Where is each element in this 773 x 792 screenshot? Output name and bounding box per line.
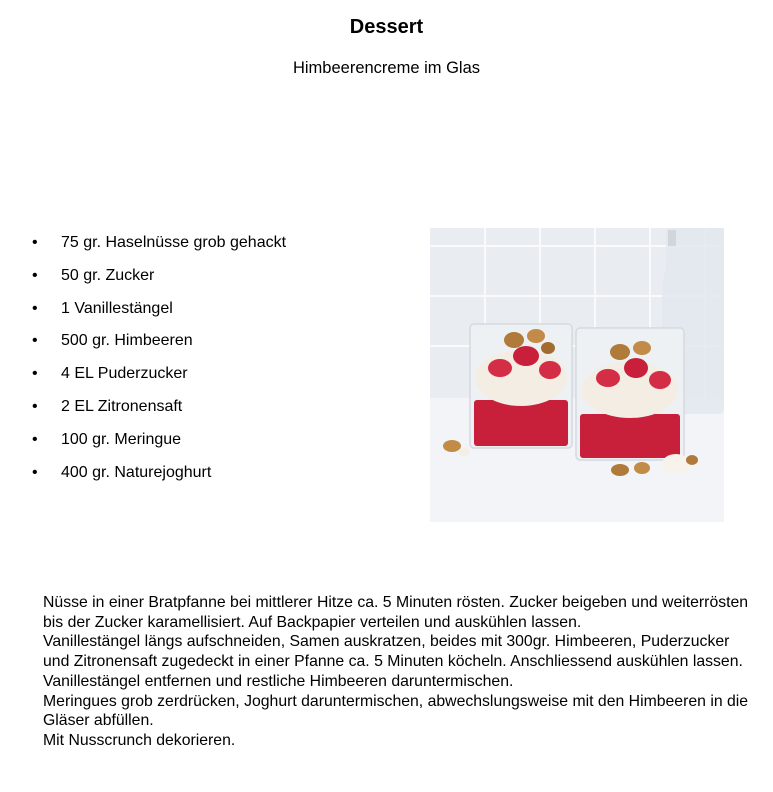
bullet-icon: • — [32, 234, 38, 251]
ingredient-text: 100 gr. Meringue — [61, 430, 182, 448]
instruction-paragraph: Meringues grob zerdrücken, Joghurt daruntermischen, abwechslungsweise mit den Himbeeren in die Gläser abfüllen. — [43, 692, 749, 730]
ingredient-list — [30, 233, 286, 495]
ingredient-text: 4 EL Puderzucker — [61, 365, 188, 383]
list-item — [30, 266, 286, 299]
list-item — [30, 331, 286, 364]
ingredient-text: 1 Vanillestängel — [61, 299, 173, 317]
instruction-paragraph: Vanillestängel längs aufschneiden, Samen auskratzen, beides mit 300gr. Himbeeren, Puderzucker und Zitronensaft zugedeckt in einer Pfanne ca. 5 Minuten köcheln. Anschliessend auskühlen lassen. Vanillestängel entfernen und restliche Himbeeren daruntermischen. — [43, 633, 743, 690]
bullet-icon: • — [32, 365, 38, 383]
list-item — [30, 233, 286, 266]
ingredient-text: 75 gr. Haselnüsse grob gehackt — [61, 234, 287, 251]
bullet-icon: • — [32, 463, 38, 481]
bullet-icon: • — [32, 266, 38, 284]
list-item — [30, 430, 286, 463]
list-item — [30, 364, 286, 397]
instructions — [43, 593, 753, 751]
ingredient-text: 50 gr. Zucker — [61, 266, 155, 284]
page-title: Dessert — [349, 16, 424, 38]
list-item — [30, 299, 286, 332]
ingredient-text: 500 gr. Himbeeren — [61, 332, 193, 350]
bullet-icon: • — [32, 397, 38, 415]
list-item — [30, 463, 286, 496]
recipe-subtitle: Himbeerencreme im Glas — [292, 59, 481, 77]
dessert-glasses-photo — [430, 228, 724, 522]
instruction-paragraph: Mit Nusscrunch dekorieren. — [43, 731, 236, 749]
bullet-icon: • — [32, 299, 38, 317]
bullet-icon: • — [32, 430, 38, 448]
ingredient-text: 2 EL Zitronensaft — [61, 397, 183, 415]
ingredient-text: 400 gr. Naturejoghurt — [61, 463, 212, 481]
instruction-paragraph: Nüsse in einer Bratpfanne bei mittlerer Hitze ca. 5 Minuten rösten. Zucker beigeben und weiterrösten bis der Zucker karamellisiert. Auf Backpapier verteilen und auskühlen lassen. — [43, 594, 749, 631]
bullet-icon: • — [32, 332, 38, 350]
list-item — [30, 397, 286, 430]
